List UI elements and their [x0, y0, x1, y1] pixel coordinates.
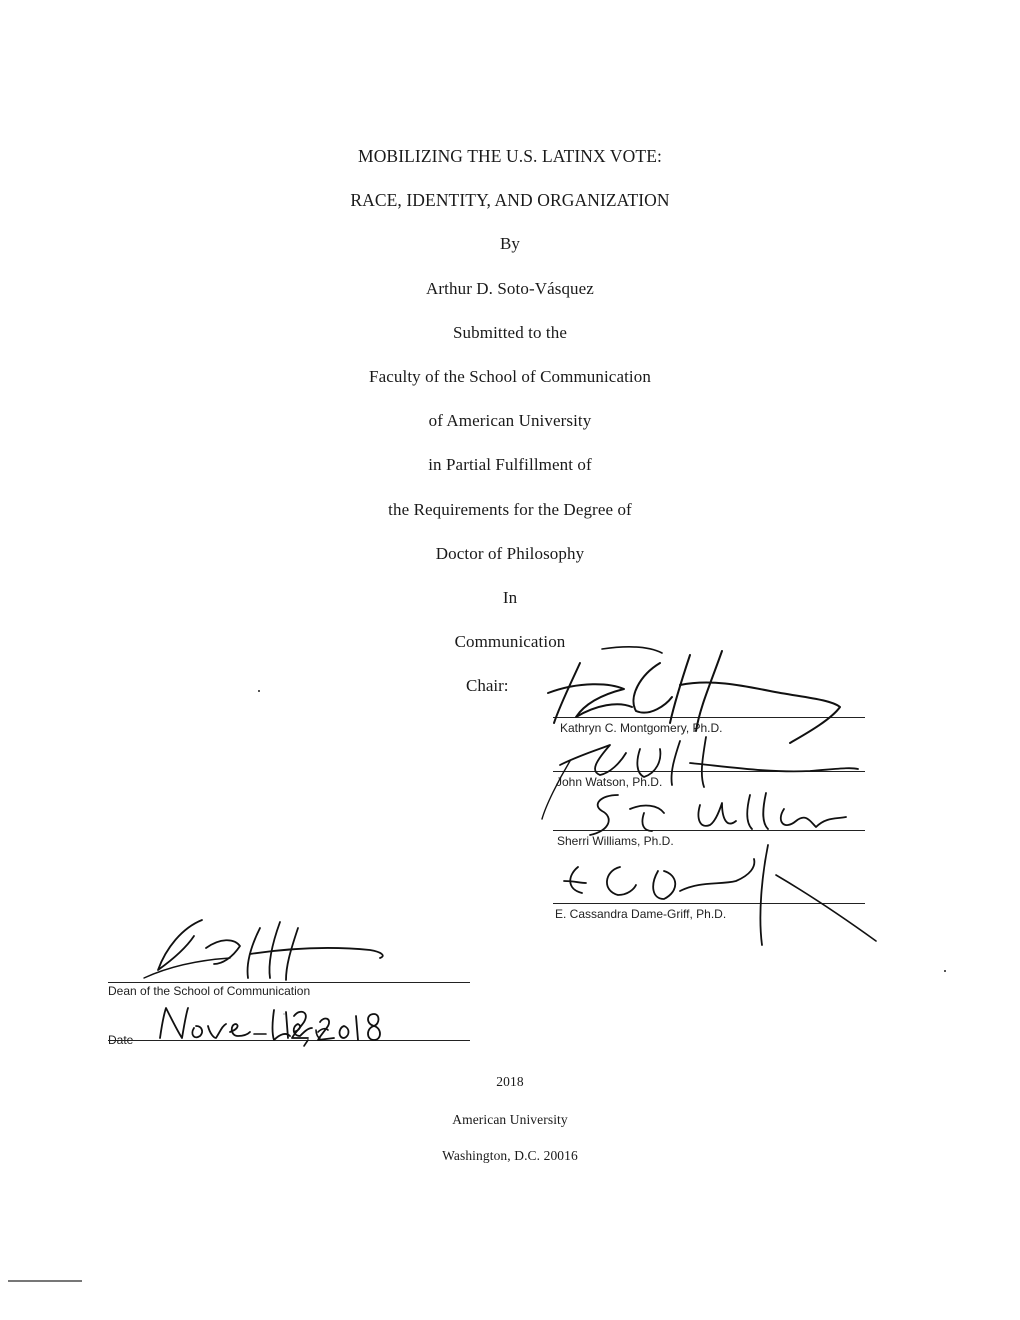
footer-institution: American University [452, 1112, 568, 1127]
committee-member-name: John Watson, Ph.D. [556, 775, 663, 789]
date-label: Date [108, 1033, 134, 1047]
submission-line: of American University [428, 411, 592, 430]
chair-label: Chair: [466, 676, 509, 695]
committee-member-name: Sherri Williams, Ph.D. [557, 834, 674, 848]
handwritten-date-numerals [280, 1004, 390, 1046]
submission-line: In [502, 588, 518, 607]
submission-line: Communication [454, 632, 566, 651]
dean-signature-handwriting [110, 908, 400, 988]
author-name: Arthur D. Soto-Vásquez [426, 279, 594, 298]
by-label: By [499, 234, 521, 253]
committee-member-name: E. Cassandra Dame-Griff, Ph.D. [555, 907, 727, 921]
dean-label: Dean of the School of Communication [108, 984, 311, 998]
scan-speck [258, 690, 260, 692]
submission-line: the Requirements for the Degree of [388, 500, 632, 519]
scan-edge-mark [8, 1280, 82, 1282]
footer-location: Washington, D.C. 20016 [442, 1148, 578, 1163]
scan-speck [944, 970, 946, 972]
submission-line: Doctor of Philosophy [435, 544, 585, 563]
committee-member-name: Kathryn C. Montgomery, Ph.D. [560, 721, 723, 735]
title-line-1: MOBILIZING THE U.S. LATINX VOTE: [358, 146, 662, 166]
submission-line: Submitted to the [453, 323, 567, 342]
footer-year: 2018 [496, 1074, 524, 1089]
submission-line: Faculty of the School of Communication [369, 367, 651, 386]
title-line-2: RACE, IDENTITY, AND ORGANIZATION [350, 190, 670, 210]
committee-signatures-handwriting [540, 645, 880, 955]
submission-line: in Partial Fulfillment of [428, 455, 592, 474]
